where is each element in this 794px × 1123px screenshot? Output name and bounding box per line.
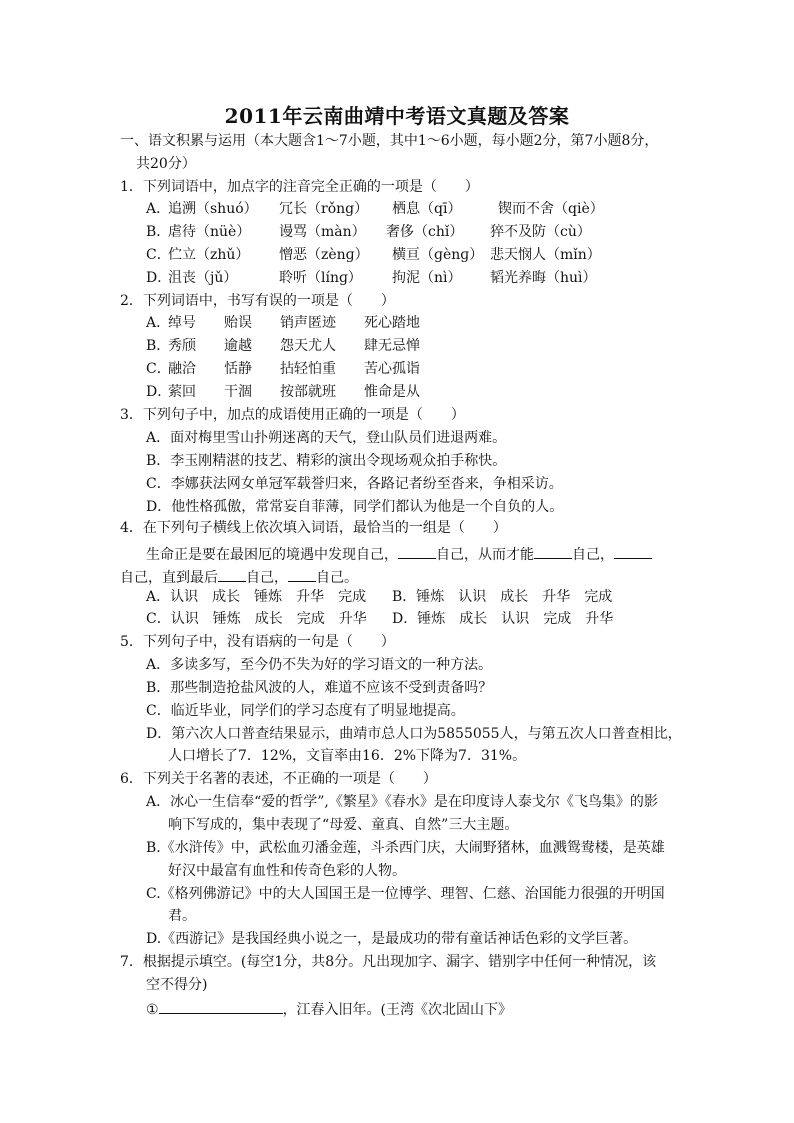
option-word: 奢侈（chǐ） (386, 224, 464, 240)
question-5-option-d: D．第六次人口普查结果显示，曲靖市总人口为5855055人，与第五次人口普查相比， (146, 726, 682, 742)
question-6-option-d: D.《西游记》是我国经典小说之一，是最成功的带有童话神话色彩的文学巨著。 (146, 931, 638, 947)
option-word: 韬光养晦（huì） (490, 270, 597, 286)
option-label: A． (146, 315, 171, 331)
option-word: 销声匿迹 (280, 315, 336, 331)
blank-line (288, 565, 316, 582)
section-heading-cont: 共20分） (136, 156, 196, 172)
sentence-text: 自己， (246, 570, 288, 586)
question-6-option-c: C.《格列佛游记》中的大人国国王是一位博学、理智、仁慈、治国能力很强的开明国 (146, 886, 665, 902)
item-number: ① (146, 1002, 159, 1018)
option-word: 干涸 (224, 384, 252, 400)
question-5-option-b: B．那些制造抢盐风波的人，难道不应该不受到责备吗？ (146, 680, 493, 696)
sentence-text: 自己。 (316, 570, 358, 586)
option-label: B． (146, 224, 171, 240)
sentence-text: 自己，直到最后 (120, 570, 218, 586)
section-heading: 一、语文积累与运用（本大题含1～7小题，其中1～6小题，每小题2分，第7小题8分， (120, 133, 659, 149)
option-word: 沮丧（jǔ） (168, 270, 238, 286)
question-2-option-d (146, 382, 746, 402)
question-4-sentence-line2 (120, 565, 358, 588)
question-1-option-c (146, 245, 746, 265)
question-7-item-1 (146, 997, 512, 1020)
page-title: 2011年云南曲靖中考语文真题及答案 (224, 104, 570, 128)
option-label: C． (146, 247, 171, 263)
blank-line (534, 542, 572, 559)
option-label: B． (146, 338, 171, 354)
question-4-options-row1 (146, 587, 706, 607)
question-6-option-b-cont: 好汉中最富有血性和传奇色彩的人物。 (168, 863, 406, 879)
sentence-text: 生命正是要在最困厄的境遇中发现自己， (146, 547, 398, 563)
question-3-option-c: C．李娜获法网女单冠军载誉归来，各路记者纷至沓来，争相采访。 (146, 476, 563, 492)
question-2-stem: 2．下列词语中，书写有误的一项是（ ） (120, 293, 395, 309)
question-6-option-c-cont: 君。 (168, 908, 196, 924)
option-word: 贻误 (224, 315, 252, 331)
question-2-option-b (146, 336, 746, 356)
option-word: 伫立（zhǔ） (168, 247, 250, 263)
question-1-option-b (146, 222, 746, 242)
question-5-option-d-cont: 人口增长了7．12%，文盲率由16．2%下降为7．31%。 (168, 748, 527, 764)
question-4-option-c: C．认识 锤炼 成长 完成 升华 (146, 611, 367, 627)
question-7-stem-cont: 空不得分) (146, 977, 208, 993)
option-word: 虐待（nüè） (168, 224, 251, 240)
question-4-option-d: D．锤炼 成长 认识 完成 升华 (392, 611, 614, 627)
option-word: 冗长（rǒng） (279, 201, 369, 217)
question-5-option-c: C．临近毕业，同学们的学习态度有了明显地提高。 (146, 703, 465, 719)
option-label: A． (146, 201, 171, 217)
blank-line (218, 565, 246, 582)
question-1-option-d (146, 268, 746, 288)
question-3-option-b: B．李玉刚精湛的技艺、精彩的演出令现场观众拍手称快。 (146, 453, 507, 469)
option-word: 按部就班 (280, 384, 336, 400)
question-6-option-a-cont: 响下写成的，集中表现了“母爱、童真、自然”三大主题。 (168, 817, 519, 833)
question-2-option-a (146, 313, 746, 333)
question-3-stem: 3．下列句子中，加点的成语使用正确的一项是（ ） (120, 407, 465, 423)
option-word: 栖息（qī） (392, 201, 462, 217)
option-word: 聆听（línɡ） (279, 270, 362, 286)
question-5-option-a: A．多读多写，至今仍不失为好的学习语文的一种方法。 (146, 657, 493, 673)
blank-line (398, 542, 436, 559)
option-word: 横亘（ɡènɡ） (392, 247, 484, 263)
question-4-options-row2 (146, 609, 706, 629)
option-word: 谩骂（màn） (279, 224, 366, 240)
option-word: 猝不及防（cù） (490, 224, 591, 240)
option-word: 绰号 (168, 315, 196, 331)
option-word: 惟命是从 (364, 384, 420, 400)
question-1-option-a (146, 199, 746, 219)
option-word: 融洽 (168, 361, 196, 377)
question-1-stem: 1．下列词语中，加点字的注音完全正确的一项是（ ） (120, 179, 479, 195)
sentence-text: 自己， (572, 547, 614, 563)
option-word: 追溯（shuó） (168, 201, 258, 217)
option-word: 怨天尤人 (280, 338, 336, 354)
question-6-stem: 6．下列关于名著的表述，不正确的一项是（ ） (120, 771, 437, 787)
question-3-option-a: A．面对梅里雪山扑朔迷离的天气，登山队员们进退两难。 (146, 430, 507, 446)
blank-line (614, 542, 652, 559)
option-word: 锲而不舍（qiè） (498, 201, 604, 217)
option-word: 憎恶（zènɡ） (279, 247, 369, 263)
option-label: D． (146, 384, 172, 400)
question-2-option-c (146, 359, 746, 379)
question-4-sentence-line1 (146, 542, 652, 565)
option-word: 悲天悯人（mǐn） (490, 247, 601, 263)
option-label: C． (146, 361, 171, 377)
option-label: D． (146, 270, 172, 286)
fill-in-blank[interactable] (159, 997, 283, 1014)
option-word: 苦心孤诣 (364, 361, 420, 377)
option-word: 肆无忌惮 (364, 338, 420, 354)
option-word: 秀颀 (168, 338, 196, 354)
question-4-option-a: A．认识 成长 锤炼 升华 完成 (146, 589, 367, 605)
question-5-stem: 5．下列句子中，没有语病的一句是（ ） (120, 634, 395, 650)
question-6-option-b: B.《水浒传》中，武松血刃潘金莲，斗杀西门庆，大闹野猪林，血溅鸳鸯楼，是英雄 (146, 840, 665, 856)
option-word: 拈轻怕重 (280, 361, 336, 377)
item-text: ，江春入旧年。(王湾《次北固山下》 (282, 1002, 513, 1018)
question-7-stem: 7．根据提示填空。(每空1分，共8分。凡出现加字、漏字、错别字中任何一种情况，该 (120, 954, 657, 970)
option-word: 恬静 (224, 361, 252, 377)
option-word: 拘泥（nì） (392, 270, 462, 286)
question-4-option-b: B．锤炼 认识 成长 升华 完成 (392, 589, 613, 605)
sentence-text: 自己，从而才能 (436, 547, 534, 563)
option-word: 死心踏地 (364, 315, 420, 331)
question-4-stem: 4．在下列句子横线上依次填入词语，最恰当的一组是（ ） (120, 520, 507, 536)
question-3-option-d: D．他性格孤傲，常常妄自菲薄，同学们都认为他是一个自负的人。 (146, 499, 564, 515)
option-word: 逾越 (224, 338, 252, 354)
question-6-option-a: A．冰心一生信奉“爱的哲学”,《繁星》《春水》是在印度诗人泰戈尔《飞鸟集》的影 (146, 794, 658, 810)
option-word: 萦回 (168, 384, 196, 400)
